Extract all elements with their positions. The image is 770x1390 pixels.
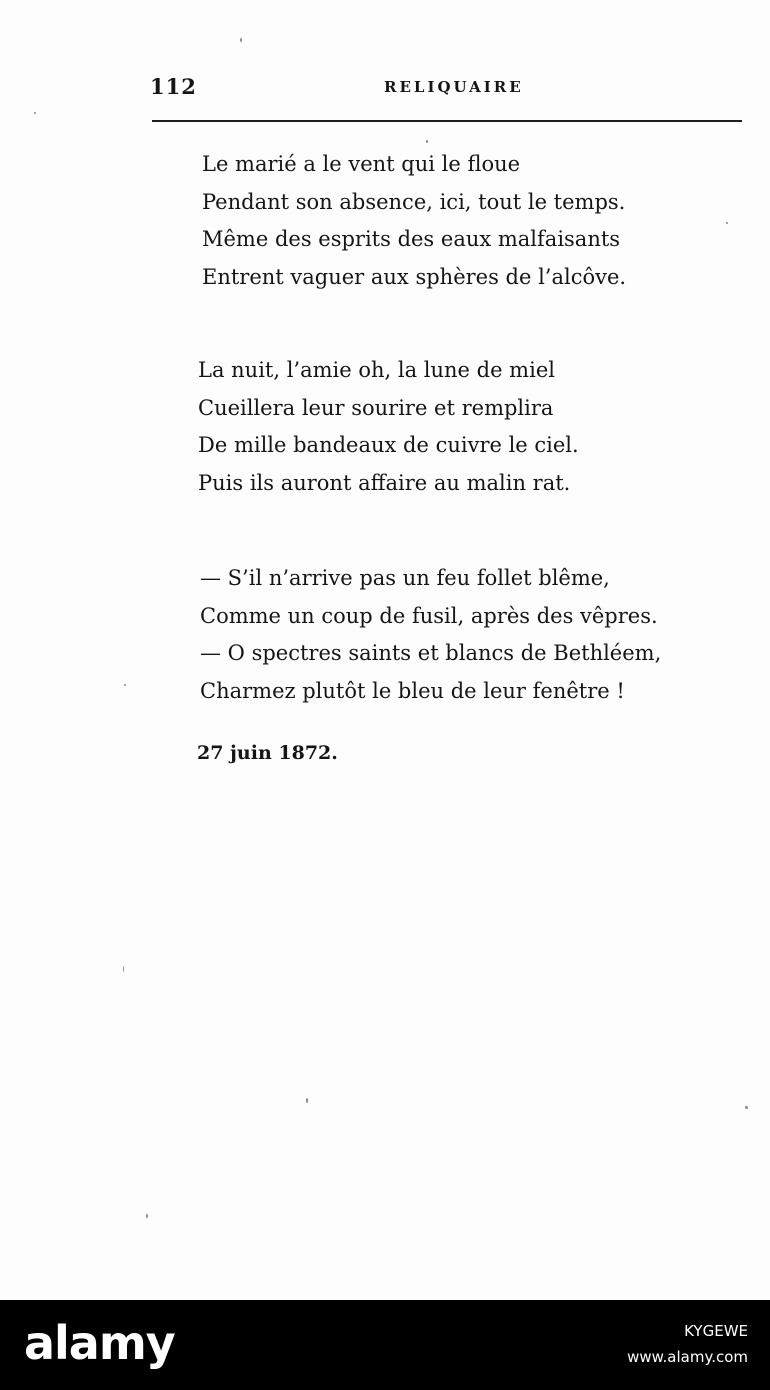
verse-line: Même des esprits des eaux malfaisants [202,227,621,251]
verse-line: Le marié a le vent qui le floue [202,152,521,176]
stanza [200,560,661,710]
brand-logo: alamy [24,1316,175,1370]
verse-line: Comme un coup de fusil, après des vêpres. [200,603,658,628]
page-number: 112 [150,74,197,99]
poem-date: 27 juin 1872. [197,742,338,764]
verse-line: Pendant son absence, ici, tout le temps. [202,189,626,214]
running-head: RELIQUAIRE [384,78,524,96]
verse-line: Puis ils auront affaire au malin rat. [198,470,571,495]
verse-line: — O spectres saints et blancs de Bethléem, [200,641,662,665]
verse-line: La nuit, l’amie oh, la lune de miel [198,358,555,382]
verse-line: Cueillera leur sourire et remplira [198,395,554,420]
watermark-bar [0,1300,770,1390]
verse-line: Charmez plutôt le bleu de leur fenêtre ! [200,678,625,703]
site-url: www.alamy.com [627,1348,748,1366]
verse-line: — S’il n’arrive pas un feu follet blême, [200,566,610,590]
stanza [198,352,579,502]
header-rule [152,120,742,122]
stanza [202,146,626,296]
image-id: KYGEWE [684,1322,748,1340]
verse-line: Entrent vaguer aux sphères de l’alcôve. [202,264,627,289]
verse-line: De mille bandeaux de cuivre le ciel. [198,433,579,457]
